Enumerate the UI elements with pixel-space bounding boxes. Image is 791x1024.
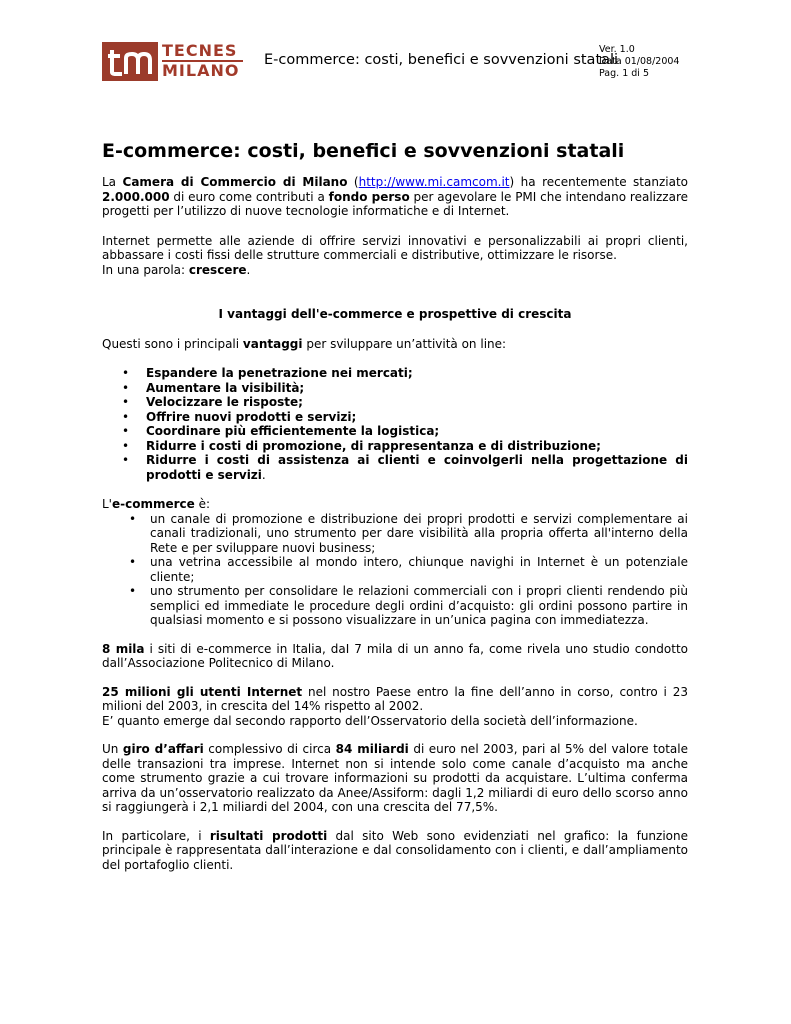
list-item: • Coordinare più efficientemente la logistica;: [102, 424, 688, 439]
logo-line1: TECNES: [162, 41, 238, 60]
ecommerce-list: [102, 512, 688, 628]
header-meta: [599, 44, 679, 80]
page-label: Pag. 1 di 5: [599, 68, 649, 79]
fondo-perso: fondo perso: [328, 189, 410, 204]
section-heading: I vantaggi dell'e-commerce e prospettive di crescita: [218, 307, 572, 321]
document-title: E-commerce: costi, benefici e sovvenzioni statali: [102, 140, 625, 162]
ecommerce-intro: L'e-commerce è:: [102, 497, 211, 511]
tecnes-milano-logo: [102, 42, 243, 81]
logo-tm-icon: [106, 46, 154, 77]
list-item: • Ridurre i costi di promozione, di rappresentanza e di distribuzione;: [102, 439, 688, 454]
vantaggi-intro: Questi sono i principali vantaggi per sviluppare un’attività on line:: [102, 336, 507, 351]
amount: 2.000.000: [102, 189, 170, 204]
list-item: • Ridurre i costi di assistenza ai clienti e coinvolgerli nella progettazione di prodotti e servizi.: [102, 453, 688, 482]
org-name: Camera di Commercio di Milano: [122, 175, 348, 189]
logo-mark-box: [102, 42, 158, 81]
list-item: • un canale di promozione e distribuzione dei propri prodotti e servizi complementare ai canali tradizionali, uno strumento per dare visibilità alla propria offerta all'interno della Rete e per sviluppare nuovi business;: [102, 512, 688, 556]
stat-utenti: 25 milioni gli utenti Internet nel nostro Paese entro la fine dell’anno in corso, contro i 23 milioni del 2003, in crescita del 14% rispetto al 2002. E’ quanto emerge dal secondo rapporto dell’Osservatorio della società dell’informazione.: [102, 684, 688, 728]
date-label: Data 01/08/2004: [599, 56, 680, 67]
logo-line2: MILANO: [162, 61, 240, 80]
header-title: E-commerce: costi, benefici e sovvenzioni statali: [264, 52, 619, 68]
document-body: [102, 175, 688, 872]
crescere-word: crescere: [188, 262, 247, 277]
internet-paragraph: Internet permette alle aziende di offrire servizi innovativi e personalizzabili ai propri clienti, abbassare i costi fissi delle strutture commerciali e distributive, ottimizzare le risorse. In una parola: crescere.: [102, 233, 688, 277]
list-item: • una vetrina accessibile al mondo intero, chiunque navighi in Internet è un potenziale cliente;: [102, 555, 688, 584]
vantaggi-list: [102, 366, 688, 482]
list-item: • Aumentare la visibilità;: [102, 381, 688, 396]
stat-giro-affari: Un giro d’affari complessivo di circa 84 miliardi di euro nel 2003, pari al 5% del valore totale delle transazioni tra imprese. Internet non si intende solo come canale d’acquisto ma anche come strumento grazie a cui trovare informazioni su prodotti da acquistare. L’ultima conferma arriva da un’osservatorio realizzato da Anee/Assiform: dagli 1,2 miliardi di euro dello scorso anno si raggiungerà i 2,1 miliardi del 2004, con una crescita del 77,5%.: [102, 742, 688, 814]
intro-paragraph: La Camera di Commercio di Milano (http://www.mi.camcom.it) ha recentemente stanziato 2.000.000 di euro come contributi a fondo perso per agevolare le PMI che intendano realizzare progetti per l’utilizzo di nuove tecnologie informatiche e di Internet.: [102, 175, 689, 218]
stat-risultati: In particolare, i risultati prodotti dal sito Web sono evidenziati nel grafico: la funzione principale è rappresentata dall’interazione e dal consolidamento con i clienti, e dall’ampliamento del portafoglio clienti.: [102, 828, 688, 872]
list-item: • Velocizzare le risposte;: [102, 395, 688, 410]
camcom-link[interactable]: http://www.mi.camcom.it: [358, 175, 510, 189]
stat-siti: 8 mila i siti di e-commerce in Italia, daI 7 mila di un anno fa, come rivela uno studio condotto dall’Associazione Politecnico di Milano.: [102, 641, 688, 670]
list-item: • Offrire nuovi prodotti e servizi;: [102, 410, 688, 425]
list-item: • uno strumento per consolidare le relazioni commerciali con i propri clienti rendendo più semplici ed immediate le procedure degli ordini d’acquisto: gli ordini possono partire in qualsiasi momento e si possono visualizzare in un’unica pagina con immediatezza.: [102, 584, 688, 628]
version-label: Ver. 1.0: [599, 44, 635, 55]
list-item: • Espandere la penetrazione nei mercati;: [102, 366, 688, 381]
